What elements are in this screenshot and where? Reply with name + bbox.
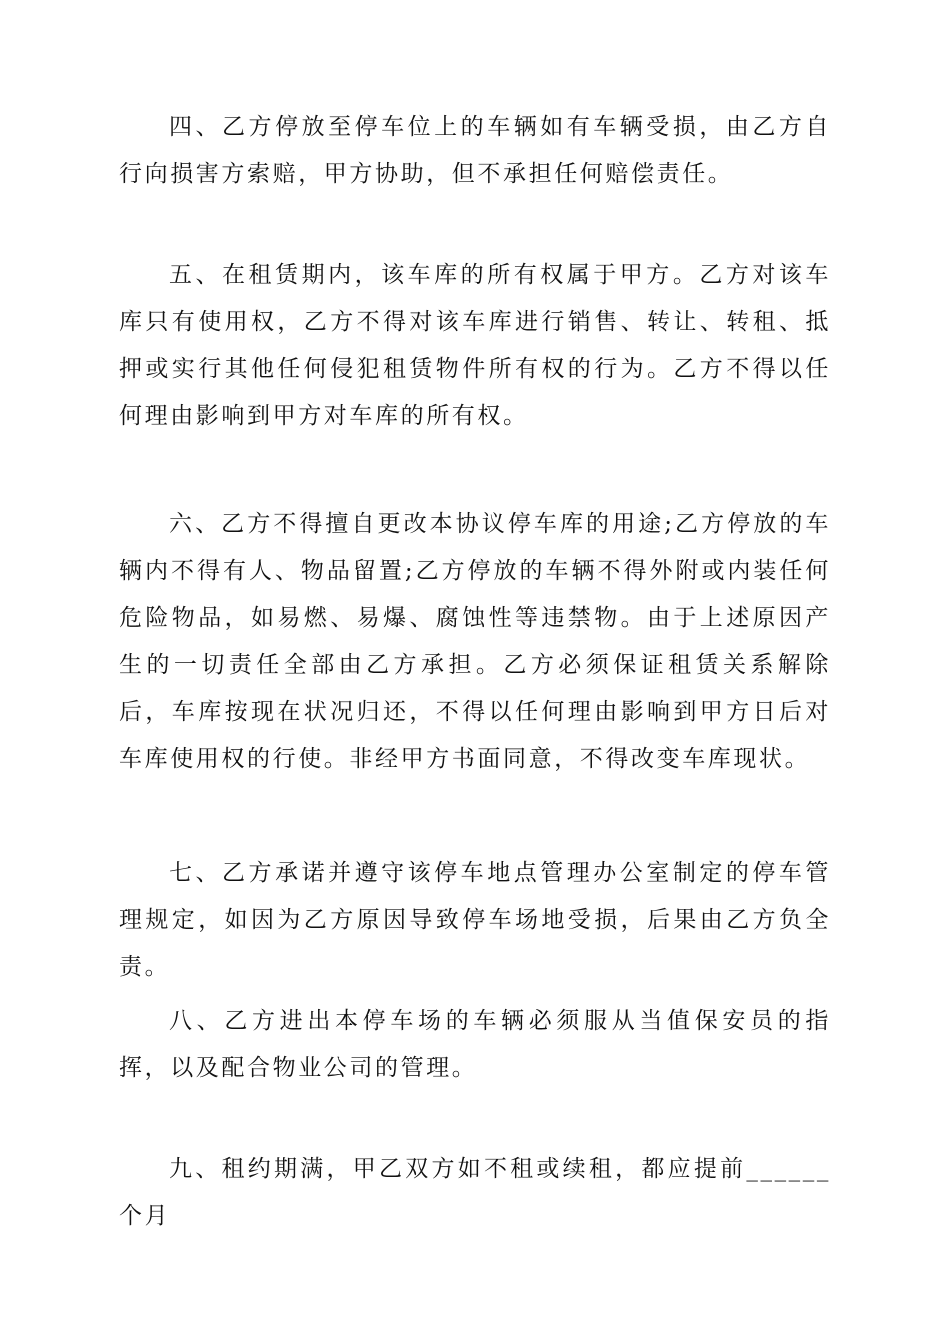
clause-9-paragraph: 九、租约期满，甲乙双方如不租或续租，都应提前______个月 <box>119 1156 831 1229</box>
clause-8-paragraph: 八、乙方进出本停车场的车辆必须服从当值保安员的指挥，以及配合物业公司的管理。 <box>119 1008 831 1081</box>
clause-5-paragraph: 五、在租赁期内，该车库的所有权属于甲方。乙方对该车库只有使用权，乙方不得对该车库进行销售、转让、转租、抵押或实行其他任何侵犯租赁物件所有权的行为。乙方不得以任何理由影响到甲方对车库的所有权。 <box>119 262 831 429</box>
clause-7-paragraph: 七、乙方承诺并遵守该停车地点管理办公室制定的停车管理规定，如因为乙方原因导致停车场地受损，后果由乙方负全责。 <box>119 860 831 980</box>
clause-6-paragraph: 六、乙方不得擅自更改本协议停车库的用途;乙方停放的车辆内不得有人、物品留置;乙方停放的车辆不得外附或内装任何危险物品，如易燃、易爆、腐蚀性等违禁物。由于上述原因产生的一切责任全部由乙方承担。乙方必须保证租赁关系解除后，车库按现在状况归还，不得以任何理由影响到甲方日后对车库使用权的行使。非经甲方书面同意，不得改变车库现状。 <box>119 511 831 772</box>
clause-4-paragraph: 四、乙方停放至停车位上的车辆如有车辆受损，由乙方自行向损害方索赔，甲方协助，但不承担任何赔偿责任。 <box>119 114 831 187</box>
